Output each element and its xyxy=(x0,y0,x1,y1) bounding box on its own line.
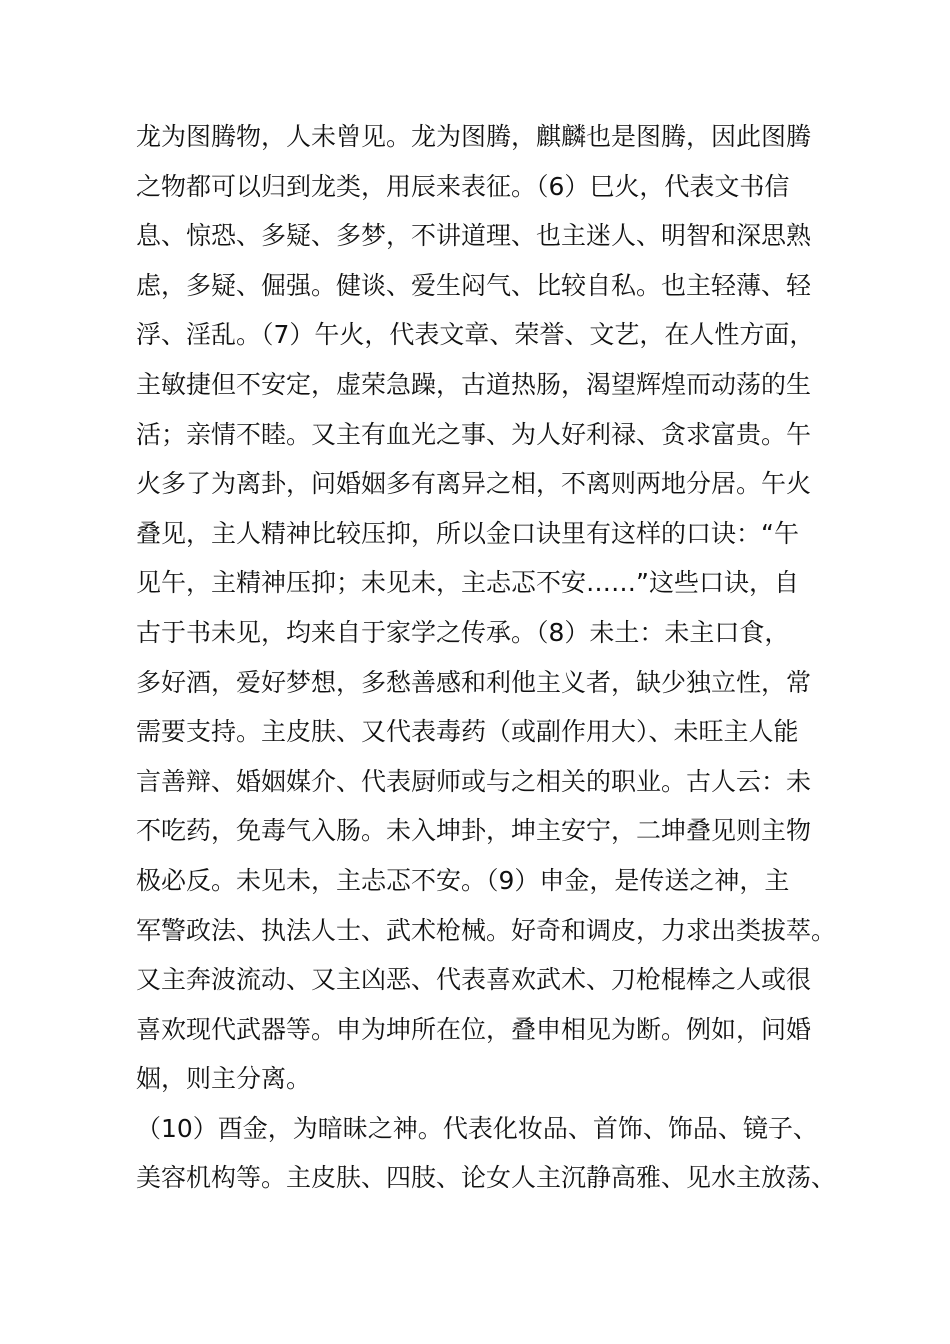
text-line: 多好酒，爱好梦想，多愁善感和利他主义者，缺少独立性，常 xyxy=(136,667,812,697)
text-line: 浮、淫乱。（7）午火，代表文章、荣誉、文艺，在人性方面， xyxy=(136,320,815,350)
text-line: 龙为图腾物，人未曾见。龙为图腾，麒麟也是图腾，因此图腾 xyxy=(136,122,812,151)
text-line: 姻，则主分离。 xyxy=(136,1064,312,1094)
text-line: 活；亲情不睦。又主有血光之事、为人好利禄、贪求富贵。午 xyxy=(136,419,812,449)
text-line: 美容机构等。主皮肤、四肢、论女人主沉静高雅、见水主放荡、 xyxy=(136,1163,837,1193)
body-text xyxy=(136,112,836,1203)
text-line: 息、惊恐、多疑、多梦，不讲道理、也主迷人、明智和深思熟 xyxy=(136,221,812,251)
text-line: 军警政法、执法人士、武术枪械。好奇和调皮，力求出类拔萃。 xyxy=(136,915,837,945)
text-line: 又主奔波流动、又主凶恶、代表喜欢武术、刀枪棍棒之人或很 xyxy=(136,965,812,995)
text-line: 极必反。未见未，主忐忑不安。（9）申金，是传送之神，主 xyxy=(136,865,790,895)
text-line: 言善辩、婚姻媒介、代表厨师或与之相关的职业。古人云：未 xyxy=(136,766,812,796)
text-line: （10）酉金，为暗昧之神。代表化妆品、首饰、饰品、镜子、 xyxy=(136,1113,818,1143)
text-line: 主敏捷但不安定，虚荣急躁，古道热肠，渴望辉煌而动荡的生 xyxy=(136,369,812,399)
text-line: 之物都可以归到龙类，用辰来表征。（6）巳火，代表文书信 xyxy=(136,171,790,201)
text-line: 虑，多疑、倔强。健谈、爱生闷气、比较自私。也主轻薄、轻 xyxy=(136,270,812,300)
text-line: 需要支持。主皮肤、又代表毒药（或副作用大）、未旺主人能 xyxy=(136,717,799,747)
text-line: 不吃药，免毒气入肠。未入坤卦，坤主安宁，二坤叠见则主物 xyxy=(136,816,812,846)
text-line: 喜欢现代武器等。申为坤所在位，叠申相见为断。例如，问婚 xyxy=(136,1014,812,1044)
text-line: 叠见，主人精神比较压抑，所以金口诀里有这样的口诀：“午 xyxy=(136,518,799,548)
text-line: 见午，主精神压抑；未见未，主忐忑不安……”这些口诀，自 xyxy=(136,568,799,598)
text-line: 古于书未见，均来自于家学之传承。（8）未土：未主口食， xyxy=(136,617,790,647)
text-line: 火多了为离卦，问婚姻多有离异之相，不离则两地分居。午火 xyxy=(136,469,812,499)
